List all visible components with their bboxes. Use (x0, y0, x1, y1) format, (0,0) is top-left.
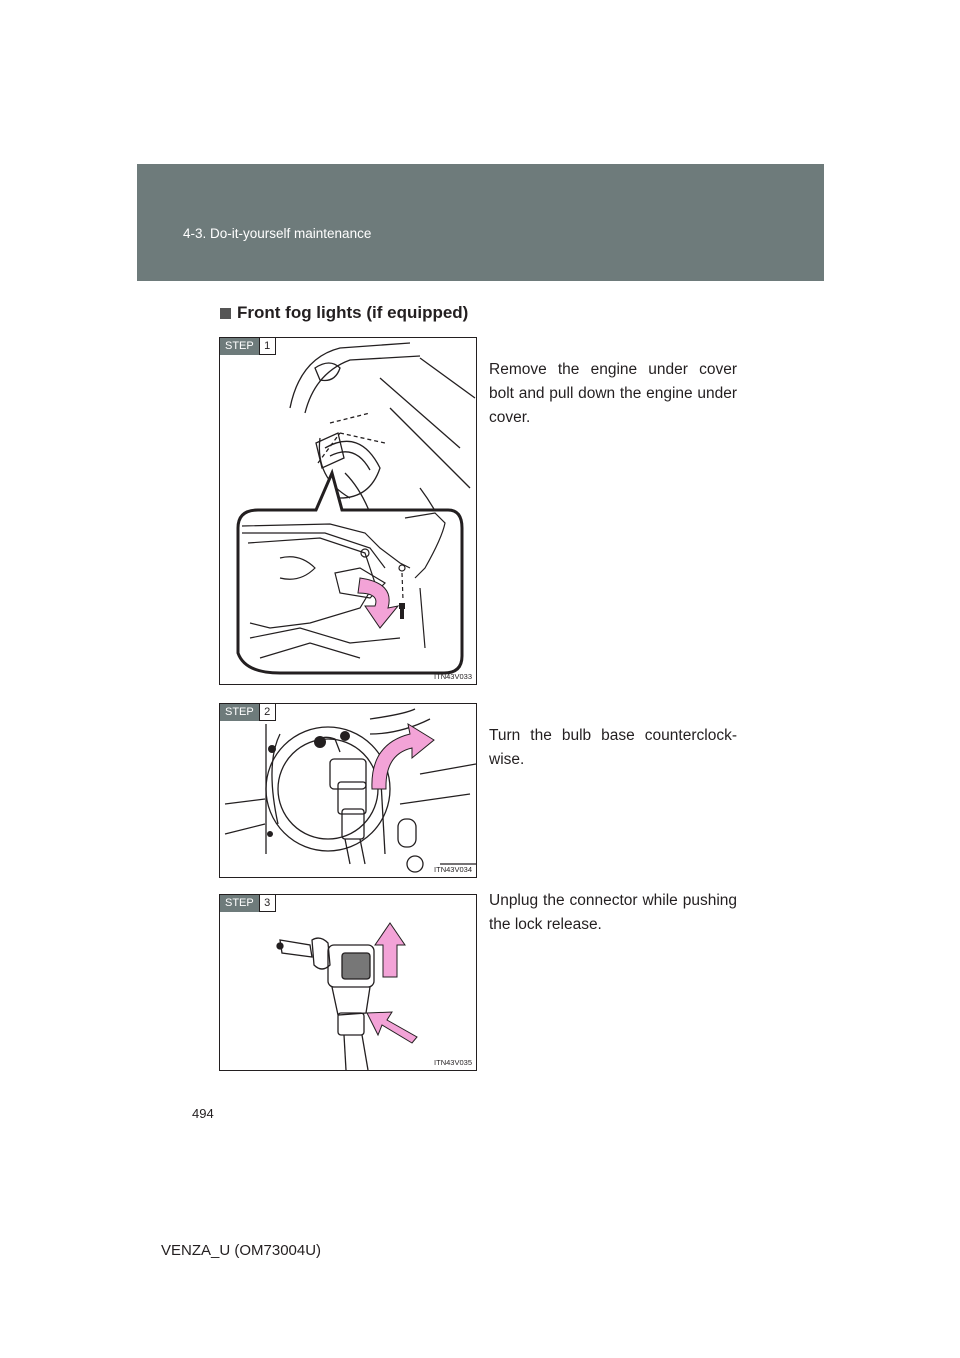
bullet-square-icon (220, 308, 231, 319)
step-1-badge (220, 338, 276, 355)
heading-text: Front fog lights (if equipped) (237, 303, 469, 322)
connector-illustration (220, 895, 476, 1070)
step-2-badge (220, 704, 276, 721)
section-heading (220, 303, 468, 323)
footer-doc-id: VENZA_U (OM73004U) (161, 1242, 322, 1259)
step-2-text: Turn the bulb base counterclock-wise. (489, 727, 737, 768)
step-3-badge (220, 895, 276, 912)
step-number: 1 (259, 338, 276, 355)
step-label: STEP (220, 338, 259, 355)
engine-under-cover-illustration (220, 338, 476, 684)
step-label: STEP (220, 895, 259, 912)
figure-code: ITN43V033 (434, 672, 472, 681)
step-label: STEP (220, 704, 259, 721)
step-number: 2 (259, 704, 276, 721)
step-2-figure (219, 703, 477, 878)
step-1-text: Remove the engine under cover bolt and pull down the engine under cover. (489, 361, 737, 426)
step-3-text: Unplug the connector while pushing the lock release. (489, 892, 737, 933)
step-1-figure (219, 337, 477, 685)
step-number: 3 (259, 895, 276, 912)
section-title: 4-3. Do-it-yourself maintenance (183, 226, 372, 241)
step-3-figure (219, 894, 477, 1071)
figure-code: ITN43V034 (434, 865, 472, 874)
figure-code: ITN43V035 (434, 1058, 472, 1067)
bulb-base-illustration (220, 704, 476, 877)
header-band (137, 164, 824, 281)
page-number: 494 (192, 1106, 214, 1121)
